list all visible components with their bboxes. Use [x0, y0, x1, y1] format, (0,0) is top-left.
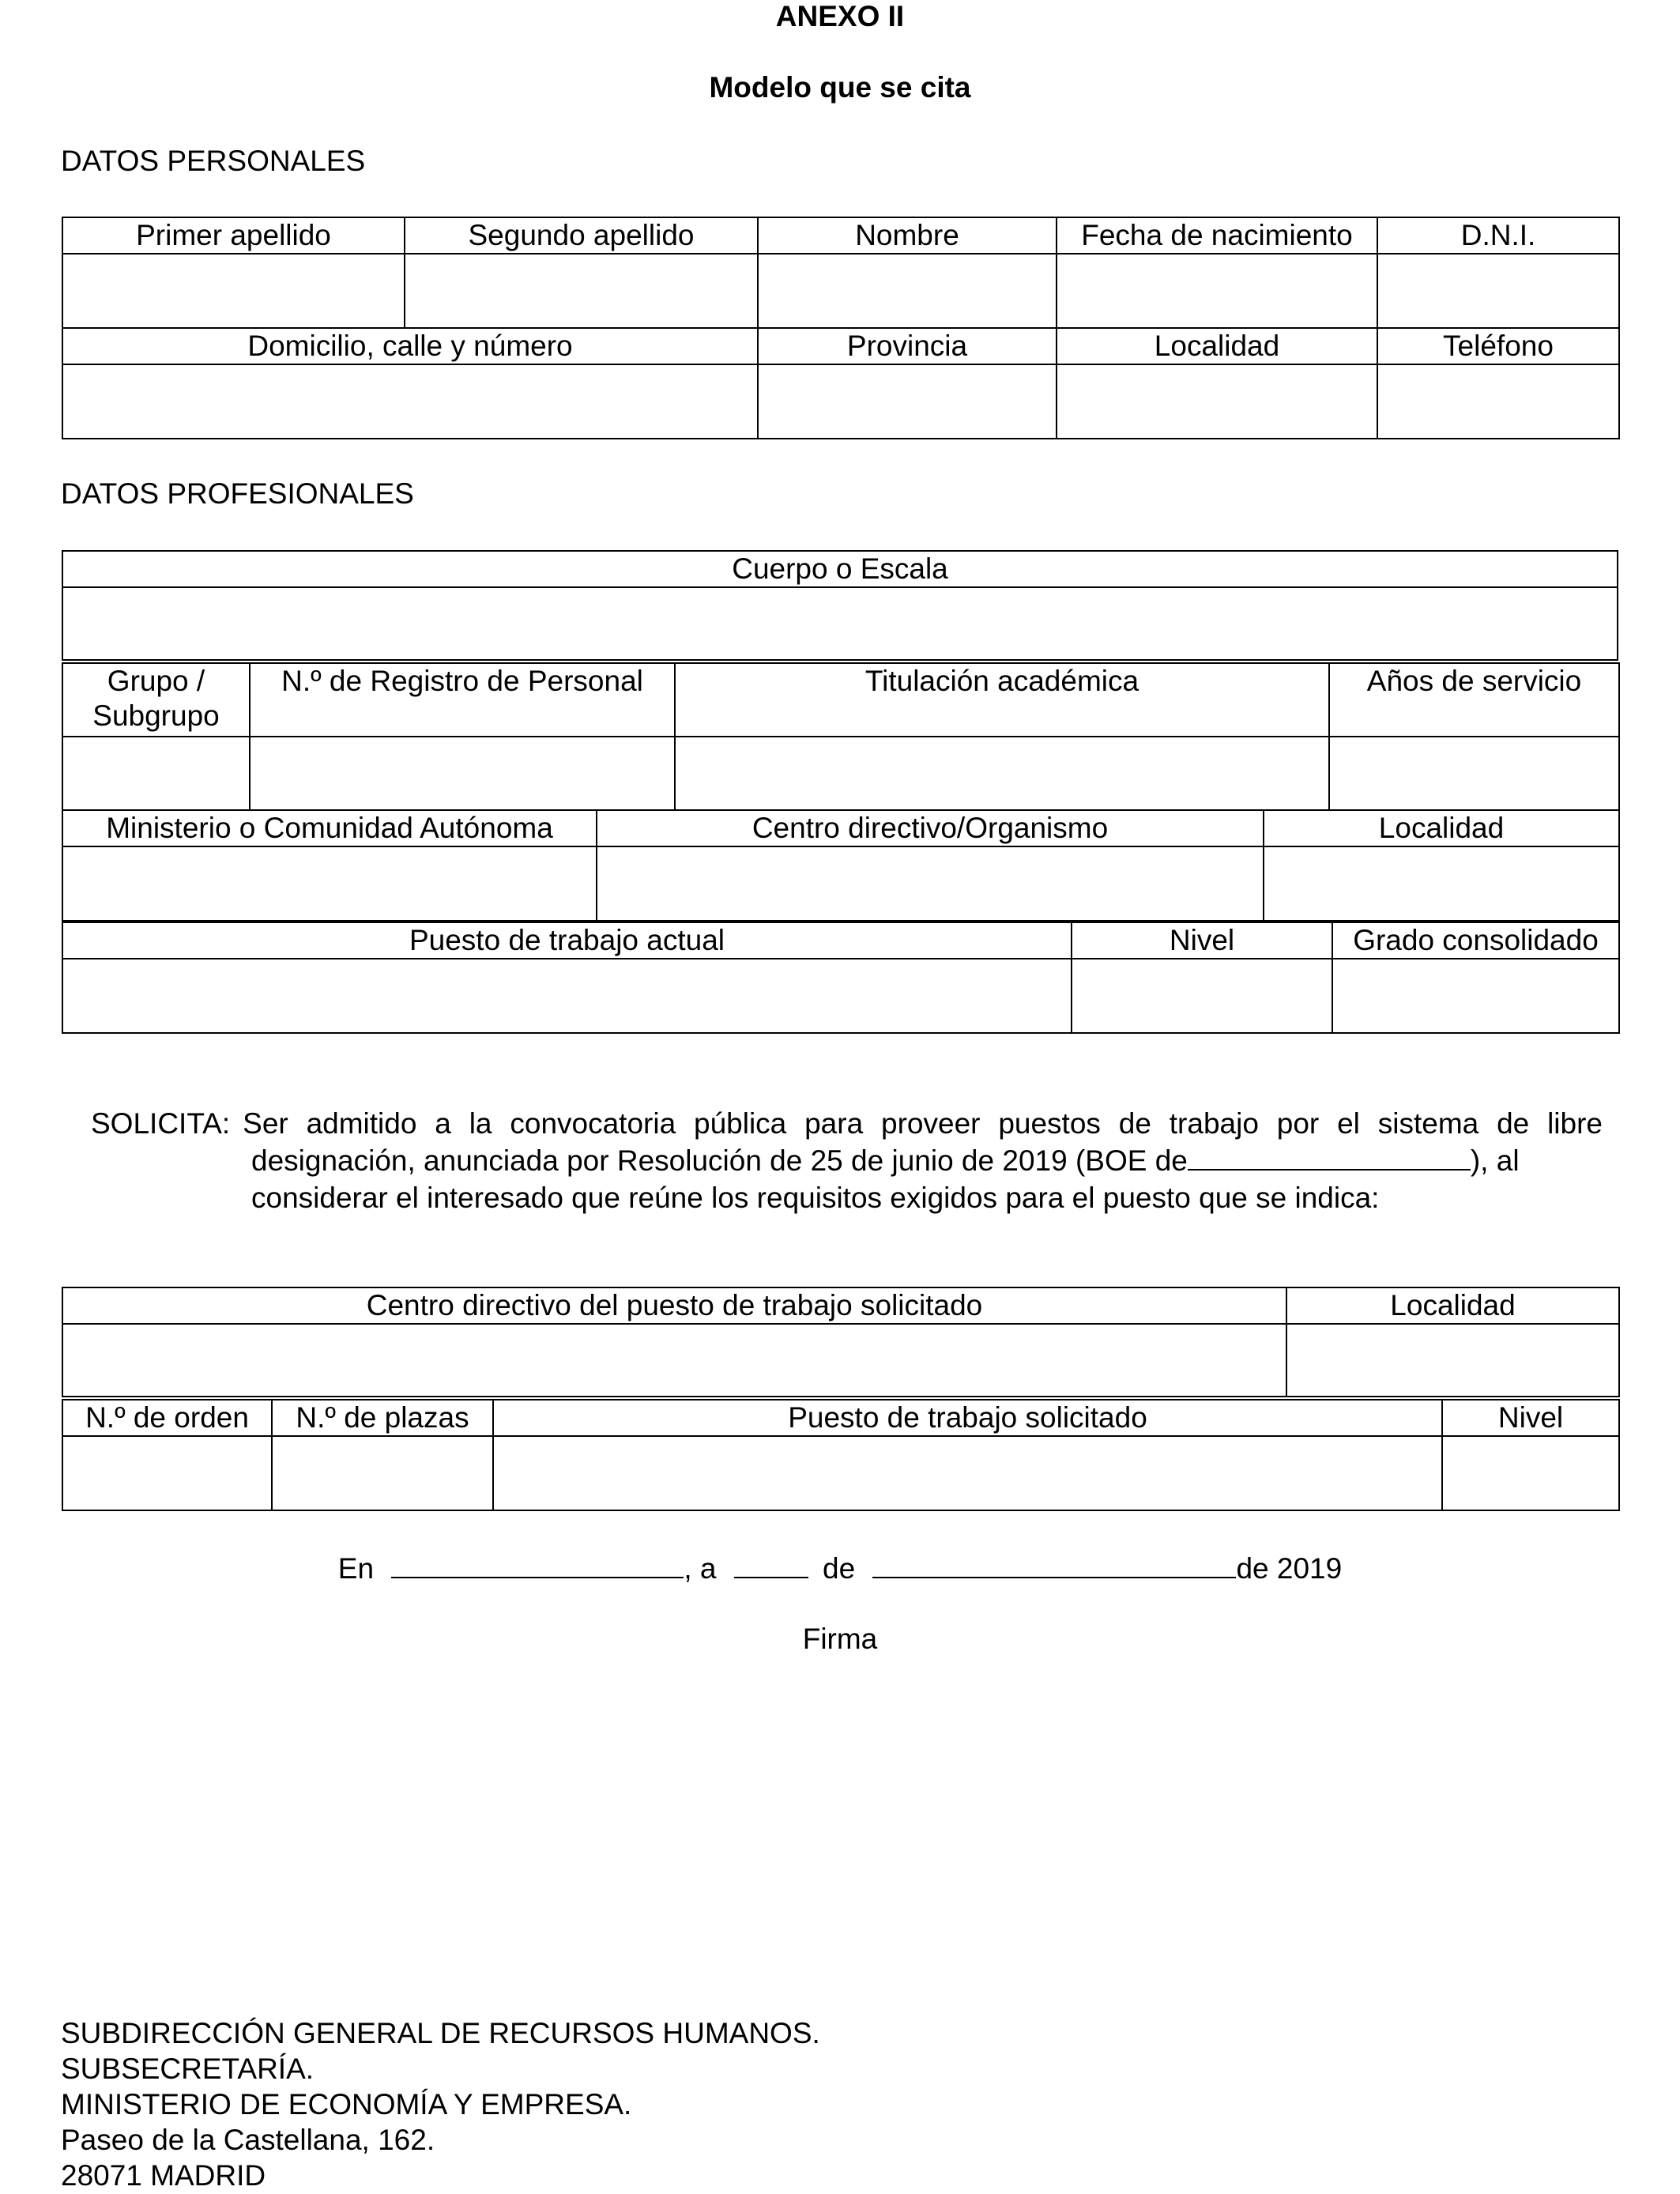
professional-row-table-1: [62, 662, 1620, 811]
boe-date-field[interactable]: [1188, 1142, 1471, 1171]
field-nivel-actual[interactable]: [1072, 959, 1332, 1033]
label-numero-orden: N.º de orden: [62, 1400, 272, 1436]
label-puesto-actual: Puesto de trabajo actual: [62, 922, 1072, 959]
month-field[interactable]: [872, 1550, 1236, 1578]
label-fecha-nacimiento: Fecha de nacimiento: [1057, 217, 1377, 254]
label-nombre: Nombre: [758, 217, 1057, 254]
footer-line: SUBSECRETARÍA.: [61, 2053, 315, 2085]
place-field[interactable]: [391, 1550, 684, 1578]
request-text-line-2: designación, anunciada por Resolución de 25 de junio de 2019 (BOE de: [251, 1144, 1188, 1177]
field-provincia[interactable]: [758, 364, 1057, 439]
request-text-line-1: Ser admitido a la convocatoria pública para proveer puestos de trabajo por el sistema de libre: [243, 1107, 1603, 1140]
professional-row-table-2: [62, 809, 1620, 922]
field-numero-orden[interactable]: [62, 1436, 272, 1510]
day-field[interactable]: [734, 1550, 808, 1578]
request-text-line-2-end: ), al: [1470, 1144, 1520, 1177]
label-localidad-solicitada: Localidad: [1286, 1287, 1619, 1324]
field-primer-apellido[interactable]: [62, 254, 405, 328]
request-label: SOLICITA:: [91, 1107, 231, 1140]
personal-data-table: [62, 217, 1620, 439]
request-line-2: [91, 1142, 1603, 1179]
field-cuerpo-escala[interactable]: [62, 587, 1618, 660]
label-segundo-apellido: Segundo apellido: [405, 217, 758, 254]
field-grado-consolidado[interactable]: [1332, 959, 1619, 1033]
field-centro-solicitado[interactable]: [62, 1324, 1286, 1397]
field-dni[interactable]: [1377, 254, 1619, 328]
label-grupo-subgrupo: Grupo / Subgrupo: [62, 663, 250, 737]
professional-row-table-3: [62, 922, 1620, 1034]
field-ministerio[interactable]: [62, 846, 597, 921]
requested-post-table-2: [62, 1399, 1620, 1511]
field-titulacion[interactable]: [675, 737, 1329, 810]
label-telefono: Teléfono: [1377, 328, 1619, 364]
cuerpo-table: [62, 550, 1618, 661]
field-nombre[interactable]: [758, 254, 1057, 328]
field-nivel-solicitado[interactable]: [1442, 1436, 1619, 1510]
request-line-3: [91, 1179, 1603, 1216]
footer-address: [61, 2015, 820, 2193]
label-anos-servicio: Años de servicio: [1329, 663, 1619, 737]
section-title-personal: DATOS PERSONALES: [61, 145, 366, 177]
field-centro-directivo[interactable]: [597, 846, 1264, 921]
label-nivel-solicitado: Nivel: [1442, 1400, 1619, 1436]
date-year-label: de 2019: [1236, 1552, 1343, 1585]
label-localidad-prof: Localidad: [1264, 810, 1619, 846]
label-domicilio: Domicilio, calle y número: [62, 328, 758, 364]
label-provincia: Provincia: [758, 328, 1057, 364]
label-numero-plazas: N.º de plazas: [272, 1400, 493, 1436]
label-puesto-solicitado: Puesto de trabajo solicitado: [493, 1400, 1442, 1436]
field-localidad-solicitada[interactable]: [1286, 1324, 1619, 1397]
label-localidad: Localidad: [1057, 328, 1377, 364]
field-numero-plazas[interactable]: [272, 1436, 493, 1510]
date-a-label: , a: [684, 1552, 717, 1585]
footer-line: Paseo de la Castellana, 162.: [61, 2124, 435, 2156]
request-line-1: [91, 1105, 1603, 1142]
label-nivel-actual: Nivel: [1072, 922, 1332, 959]
signature-label: Firma: [802, 1623, 878, 1655]
request-paragraph: [91, 1105, 1603, 1216]
field-registro-personal[interactable]: [250, 737, 675, 810]
field-puesto-actual[interactable]: [62, 959, 1072, 1033]
label-centro-directivo: Centro directivo/Organismo: [597, 810, 1264, 846]
field-grupo-subgrupo[interactable]: [62, 737, 250, 810]
field-localidad-prof[interactable]: [1264, 846, 1619, 921]
field-anos-servicio[interactable]: [1329, 737, 1619, 810]
annex-title: ANEXO II: [775, 0, 905, 32]
requested-post-table-1: [62, 1287, 1620, 1397]
field-fecha-nacimiento[interactable]: [1057, 254, 1377, 328]
signature-date-line: [0, 1550, 1680, 1585]
date-en-label: En: [337, 1552, 375, 1585]
section-title-professional: DATOS PROFESIONALES: [61, 477, 414, 510]
label-titulacion: Titulación académica: [675, 663, 1329, 737]
label-cuerpo-escala: Cuerpo o Escala: [62, 551, 1618, 587]
label-dni: D.N.I.: [1377, 217, 1619, 254]
label-centro-solicitado: Centro directivo del puesto de trabajo solicitado: [62, 1287, 1286, 1324]
date-de-label: de: [823, 1552, 856, 1585]
request-text-line-3: considerar el interesado que reúne los requisitos exigidos para el puesto que se indica:: [251, 1182, 1380, 1214]
label-primer-apellido: Primer apellido: [62, 217, 405, 254]
footer-line: MINISTERIO DE ECONOMÍA Y EMPRESA.: [61, 2088, 632, 2120]
label-registro-personal: N.º de Registro de Personal: [250, 663, 675, 737]
label-grado-consolidado: Grado consolidado: [1332, 922, 1619, 959]
field-domicilio[interactable]: [62, 364, 758, 439]
label-ministerio: Ministerio o Comunidad Autónoma: [62, 810, 597, 846]
field-telefono[interactable]: [1377, 364, 1619, 439]
field-segundo-apellido[interactable]: [405, 254, 758, 328]
footer-line: 28071 MADRID: [61, 2159, 266, 2192]
page-subtitle: Modelo que se cita: [709, 71, 971, 104]
footer-line: SUBDIRECCIÓN GENERAL DE RECURSOS HUMANOS.: [61, 2017, 820, 2049]
field-localidad[interactable]: [1057, 364, 1377, 439]
field-puesto-solicitado[interactable]: [493, 1436, 1442, 1510]
